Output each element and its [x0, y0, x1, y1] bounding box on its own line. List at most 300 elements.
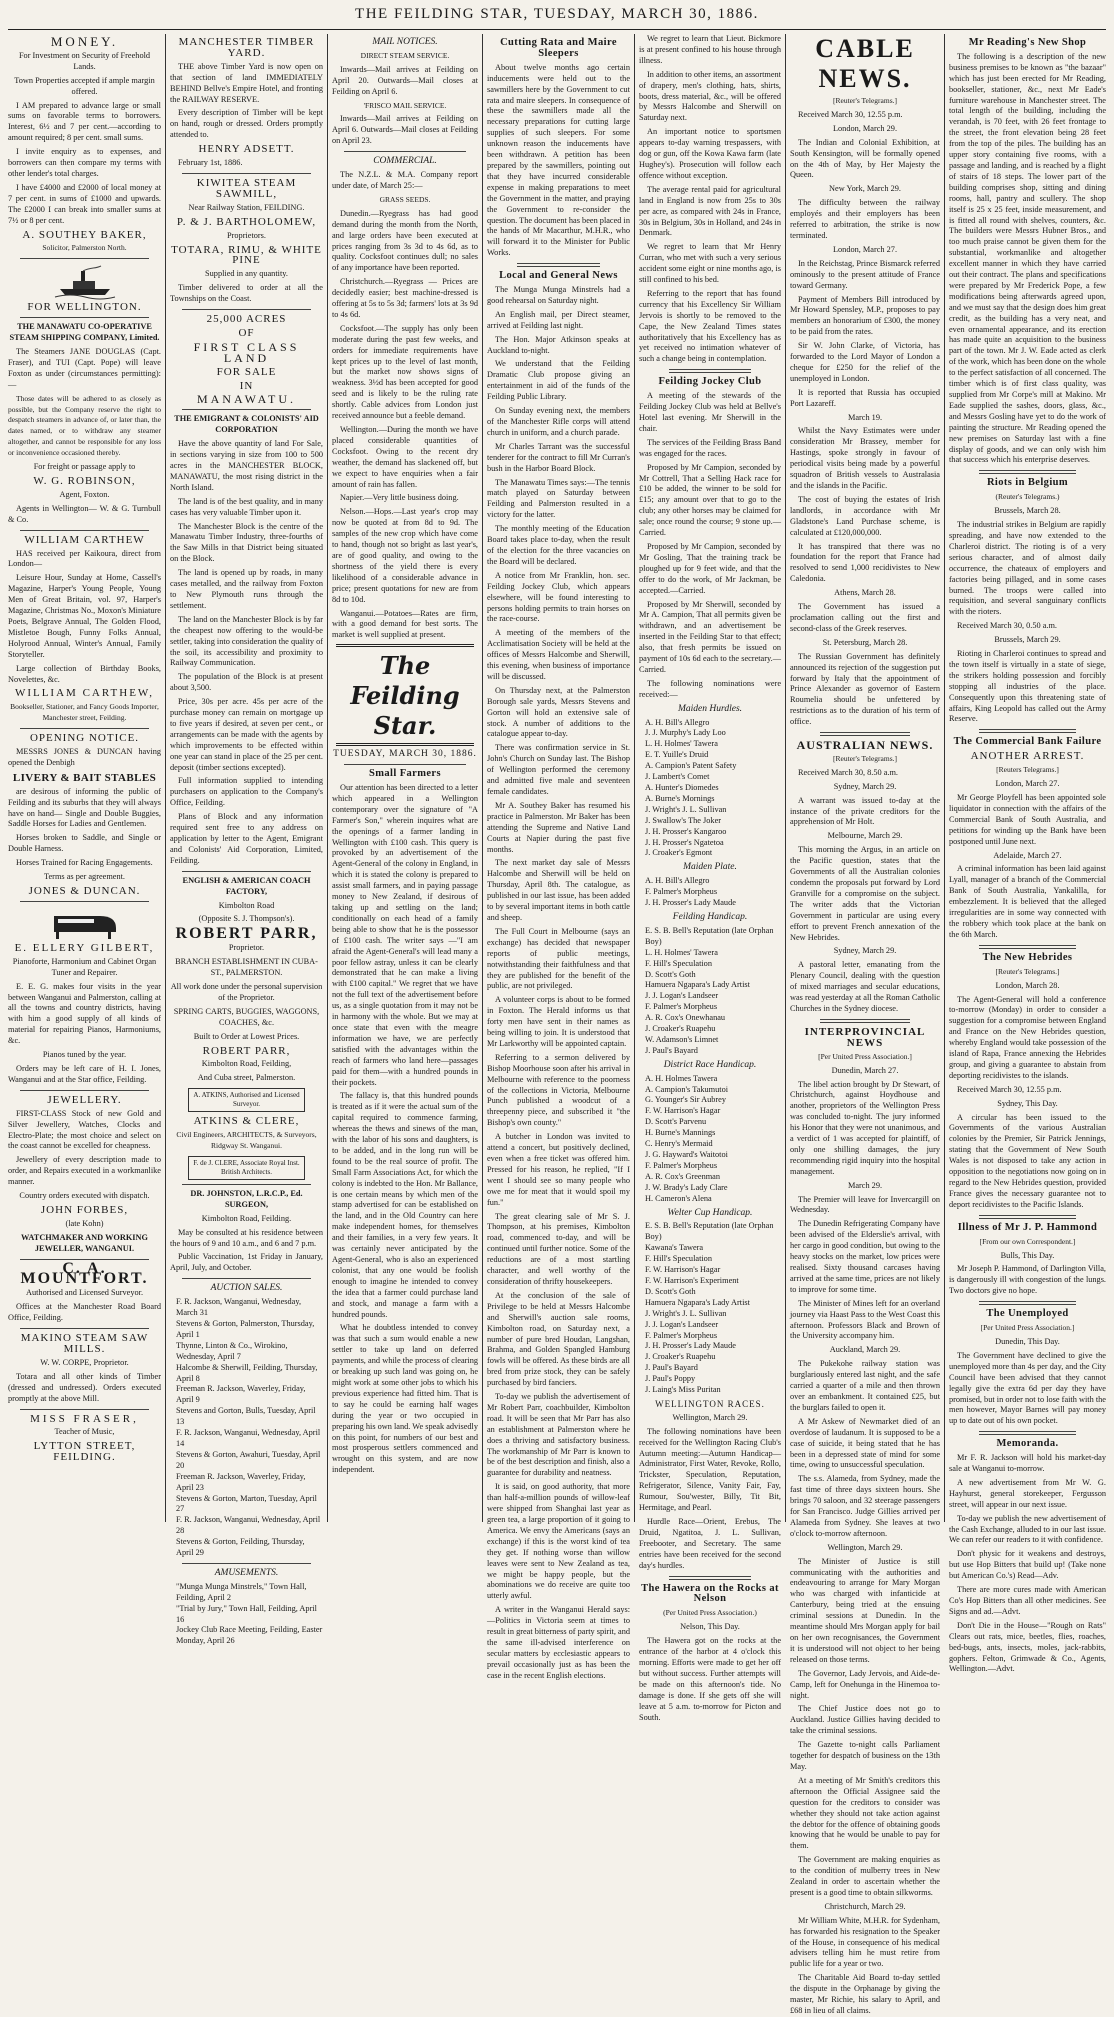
list-item: E. T. Yuille's Druid [645, 750, 709, 760]
memo-2: A new advertisement from Mr W. G. Hayhurst, general storekeeper, Fergusson street, will appear in our next issue. [949, 1477, 1106, 1509]
local-14: The next market day sale of Messrs Halcombe and Sherwill will be held on Thursday, April 8th. The catalogue, as published in our last issue, has been added to by several important items in both cattle and sheep. [487, 858, 630, 922]
list-item: A. H. Holmes Tawera [645, 1073, 718, 1083]
list-item: F. R. Jackson, Wanganui, Wednesday, March 31 [176, 1297, 302, 1318]
another-src: [Reuters Telegrams.] [996, 765, 1059, 775]
local-15: The Full Court in Melbourne (says an exchange) has decided that newspaper reports of public meetings, notwithstanding their faithfulness and that they are published for the benefit of the public, are not privileged. [487, 926, 630, 991]
inter-9: The Governor, Lady Jervois, and Aide-de-Camp, left for Onehunga in the Hinemoa to-night. [790, 1668, 940, 1700]
column-6 [790, 34, 940, 2015]
wellington-races-title: WELLINGTON RACES. [655, 1398, 765, 1409]
ny29: New York, March 29. [829, 184, 901, 194]
makino-title: MAKINO STEAM SAW MILLS. [20, 1332, 149, 1355]
list-item: G. Younger's Sir Aubrey [645, 1095, 727, 1105]
local-12: There was confirmation service in St. John's Church on Sunday last. The Bishop of Wellington performed the ceremony and admitted five male and seventeen female candidates. [487, 743, 630, 796]
list-item: Hamuera Ngapara's Lady Artist [645, 980, 750, 990]
divider [182, 309, 311, 310]
cable-1: The Indian and Colonial Exhibition, at South Kensington, will be formally opened on the 4th of May, by Her Majesty the Queen. [790, 137, 940, 180]
riots-1: The industrial strikes in Belgium are rapidly spreading, and have now extended to the Charleroi district. The rioting is of a very serious character, and of almost daily occurrence, the chateaux of employers and factories being pillaged, and in some cases burned. The troops were called into requisition, and several sanguinary conflicts with the rioters. [949, 520, 1106, 617]
masthead: THE FEILDING STAR, TUESDAY, MARCH 30, 1886. [355, 6, 759, 22]
livery-body2: Horses broken to Saddle, and Single or Double Harness. [8, 833, 161, 854]
aus-2: This morning the Argus, in an article on the Pacific question, states that the Governments of all the Australian colonies condemn the proposals put forward by Lord Granville for a compromise on the subject. The writer adds that the Victorian Government in particular are using every effort to prevent French annexation of the New Hebrides. [790, 845, 940, 942]
commercial-body6: Napier.—Very little business doing. [340, 493, 459, 503]
opening-title: OPENING NOTICE. [29, 732, 140, 745]
divider [20, 258, 149, 259]
list-item: J. Swallow's The Joker [645, 815, 722, 825]
divider [979, 1215, 1076, 1219]
carthew-more: Large collection of Birthday Books, Novelettes, &c. [8, 663, 161, 684]
list-item: F. Hill's Speculation [645, 1254, 712, 1264]
commercial-body: The N.Z.L. & M.A. Company report under date, of March 25:— [332, 170, 478, 190]
livery-sign: JONES & DUNCAN. [28, 885, 141, 897]
local-8: The monthly meeting of the Education Board takes place to-day, when the result of the election for the three vacancies on the Board will be declared. [487, 524, 630, 566]
athens28: Athens, March 28. [834, 588, 896, 598]
london27: London, March 27. [832, 244, 898, 254]
divider [669, 1576, 751, 1580]
acres-4: FOR SALE [216, 365, 277, 378]
list-item: Stevens & Gorton, Feilding, Thursday, April 29 [176, 1537, 305, 1558]
welter-cup-list [639, 1221, 781, 1396]
kiwitea-title: KIWITEA STEAM SAWMILL, [196, 176, 297, 200]
jockey-1: A meeting of the stewards of the Feilding Jockey Club was held at Bellve's Hotel last evening. Mr Sherwill in the chair. [639, 391, 781, 433]
list-item: J. Laing's Miss Puritan [645, 1385, 721, 1395]
emigrant-body2: The land is of the best quality, and in many cases has very valuable Timber upon it. [170, 496, 323, 517]
kiwitea-prop2: Proprietors. [227, 230, 266, 240]
manawatu-co: THE MANAWATU CO-OPERATIVE STEAM SHIPPING COMPANY, Limited. [9, 322, 160, 343]
column-3 [332, 34, 478, 1522]
steamship-icon [55, 263, 115, 299]
list-item: J. Wright's J. L. Sullivan [645, 1308, 727, 1318]
column-4 [487, 34, 630, 1680]
hebrides-src: [Reuter's Telegrams.] [995, 966, 1060, 976]
gilbert-tuned: Pianos tuned by the year. [42, 1050, 127, 1060]
local-11: On Thursday next, at the Palmerston Borough sale yards, Messrs Stevens and Gorton will hold an extensive sale of stock. A number of additions to the catalogue appear to-day. [487, 685, 630, 739]
list-item: J. Paul's Bayard [645, 1363, 698, 1373]
money-body2: I invite enquiry as to expenses, and borrowers can then compare my terms with other lender's total charges. [8, 147, 161, 178]
newspaper-logo: The Feilding Star. [350, 651, 460, 741]
district-title: District Race Handicap. [663, 1059, 757, 1070]
list-item: Halcombe & Sherwill, Feilding, Thursday, April 8 [176, 1362, 318, 1383]
cable-4: Payment of Members Bill introduced by Mr Howard Spensley, M.P., proposes to pay members an honorarium of £300, the money to be paid from the rates. [790, 294, 940, 337]
parr-title: ROBERT PARR, [175, 925, 318, 943]
london27b: London, March 27. [995, 779, 1060, 789]
divider [820, 1019, 910, 1023]
column-rule [785, 34, 786, 1522]
melb29: Melbourne, March 29. [827, 831, 903, 841]
divider [182, 871, 311, 872]
divider [20, 1328, 149, 1329]
kiwitea-sub: Near Railway Station, FEILDING. [188, 202, 305, 212]
divider [979, 470, 1076, 474]
carthew-sign2: Bookseller, Stationer, and Fancy Goods Importer, Manchester street, Feilding. [10, 702, 159, 723]
parr-work: All work done under the personal supervision of the Proprietor. [170, 981, 323, 1002]
inter-10: The Chief Justice does not go to Auckland. Justice Gillies having decided to take the criminal sessions. [790, 1704, 940, 1736]
riots-title: Riots in Belgium [986, 477, 1069, 489]
money-line: Town Properties accepted if ample margin offered. [14, 75, 155, 96]
divider [20, 728, 149, 729]
livery-body3: Horses Trained for Racing Engagements. [16, 858, 153, 868]
list-item: H. Burne's Mannings [645, 1128, 716, 1138]
logo-rule [336, 644, 474, 647]
list-item: J. W. Brady's Lady Clare [645, 1182, 728, 1192]
riots-recv: Received March 30, 0.50 a.m. [957, 621, 1057, 631]
dunedin27: Dunedin, March 27. [831, 1065, 899, 1075]
local-22: It is said, on good authority, that more than half-a-million pounds of willow-leaf were shipped from Shanghai last year as green tea, a large proportion of it going to America. We envy the Americans (says an exchange) if this is the worst kind of tea they get. If nothing worse than willow leaves were sent to New Zealand as tea, we might be happy people, but the abominations we do receive are quite too utterly awful. [487, 1482, 630, 1601]
list-item: Thynne, Linton & Co., Wirokino, Wednesday, April 7 [176, 1340, 288, 1361]
johnston-body: May be consulted at his residence between the hours of 9 and 10 a.m., and 6 and 7 p.m. [170, 1227, 323, 1248]
grass-seeds: GRASS SEEDS. [379, 194, 431, 204]
timber-body2: Every description of Timber will be kept on hand, rough or dressed. Orders promptly attended to. [170, 108, 323, 140]
inter-12: At a meeting of Mr Smith's creditors this afternoon the Official Assignee said the question for the creditors to consider was whether they should not take action against the debtor for the offence of obtaining goods knowing that he would be unable to pay for them. [790, 1775, 940, 1851]
local-9: A notice from Mr Franklin, hon. sec. Feilding Jockey Club, which appears elsewhere, will be found interesting to persons holding permits to train horses on the race-course. [487, 570, 630, 624]
gilbert-title: E. ELLERY GILBERT, [14, 941, 155, 954]
list-item: F. Palmer's Morpheus [645, 1160, 718, 1170]
wr-date: Wellington, March 29. [672, 1412, 748, 1422]
list-item: E. S. B. Bell's Reputation (late Orphan Boy) [645, 925, 774, 946]
divider [344, 151, 466, 152]
jockey-4: Proposed by Mr Campion, seconded by Mr Gosling, That the training track be ploughed up for 9 feet wide, and that the offer to do the work, of Mr Jackman, be accepted.—Carried. [639, 541, 781, 595]
arrest-2: A criminal information has been laid against Lyall, manager of a branch of the Commercial Bank of South Australia, Yankalilla, for embezzlement. It is believed that the alleged irregularities are in some way connected with the robbery which took place at the bank on the 6th March. [949, 864, 1106, 939]
column-7 [949, 34, 1106, 1674]
local-1: The Munga Munga Minstrels had a good rehearsal on Saturday night. [487, 285, 630, 305]
intro-1: We regret to learn that Lieut. Bickmore is at present confined to his house through illness. [639, 34, 781, 65]
cable-6: It is reported that Russia has occupied Port Lazareff. [790, 387, 940, 408]
jockey-6: The following nominations were received:— [639, 678, 781, 699]
local-5: On Sunday evening next, the members of the Manchester Rifle corps will attend church in uniform, and a church parade. [487, 406, 630, 437]
fraser-addr: LYTTON STREET, FEILDING. [33, 1440, 136, 1464]
maiden-plate-list [639, 876, 781, 909]
parr-sign3: And Cuba street, Palmerston. [197, 1073, 296, 1083]
money-title: MONEY. [50, 34, 119, 49]
amusements-list [170, 1582, 323, 1647]
local-7: The Manawatu Times says:—The tennis match played on Saturday between Feilding and Palmerston resulted in a victory for the latter. [487, 477, 630, 520]
inter-6: A Mr Askew of Newmarket died of an overdose of laudanum. It is supposed to be a case of suicide, it being stated that he has been in a depressed state of mind for some time, owing to unsuccessful speculation. [790, 1416, 940, 1470]
unemployed-1: The Government have declined to give the unemployed more than 4s per day, and the City Council have been advised that they cannot legally give the extra 6d per day they have promised, but in order not to lose faith with the men however, Mayor Barnes will pay money up to date out of his own pocket. [949, 1350, 1106, 1426]
list-item: Stevens and Gorton, Bulls, Tuesday, April 13 [176, 1406, 316, 1427]
memo-6: Don't Die in the House—"Rough on Rats" Clears out rats, mice, beetles, flies, roaches, bed-bugs, ants, insects, moles, jack-rabbits, gophers. Felton, Grimwade & Co., Agents, Wellington.—Advt. [949, 1620, 1106, 1674]
list-item: Stevens & Gorton, Marton, Tuesday, April 27 [176, 1493, 317, 1514]
sydney29b: Sydney, March 29. [833, 946, 897, 956]
emigrant-body: Have the above quantity of land For Sale, in sections varying in size from 100 to 500 acres in the MANCHESTER BLOCK, MANAWATU, the most rising district in the North Island. [170, 439, 323, 492]
cam-body: Offices at the Manchester Road Board Office, Feilding. [8, 1302, 161, 1323]
commercial-body8: Wanganui.—Potatoes—Rates are firm, with a good demand for best sorts. The market is well supplied at present. [332, 608, 478, 640]
column-rule [944, 34, 945, 1522]
cable-recv: Received March 30, 12.55 p.m. [798, 109, 903, 119]
well29: Wellington, March 29. [827, 1542, 903, 1552]
farmers-body2: The fallacy is, that this hundred pounds is treated as if it were the actual sum of the capital required to commence farming, whereas the thews and sinews of the man, with the labor of his sons and daughters, is to be added, and in the long run will be found to be the real source of profit. The Small Farm Associations Act, for which the colony is indebted to the Hon. Mr Ballance, is one certain means by which men of the stamp advertised for can be established on the land, and in the Old Country can here make independent homes, for themselves and their families, in a very few years. It was certainly never anticipated by the Agent-General, who is also an experienced colonist, that any one would be foolish enough to imagine he intended to convey the idea that a farmer could purchase land and stock, and manage a farm with a hundred pounds. [332, 1091, 478, 1319]
carthew-list: Leisure Hour, Sunday at Home, Cassell's Magazine, Harper's Young People, Young Men of Great Britain, vol. 97, Harper's Magazine, Christmas No., Moxon's Miniature Poets, Belgrave Annual, The Golden Flood, Mistletoe Bough, Funny Folks Annual, Holyrood Annual, Winter's Annual, Family Storyteller. [8, 573, 161, 659]
list-item: F. Hill's Speculation [645, 958, 712, 968]
cable-11: The Russian Government has definitely announced its rejection of the suggestion put forward by Italy that the appointment of Prince Alexander as governor of Eastern Roumelia should be unfettered by restrictions as to the duration of his term of office. [790, 651, 940, 727]
cable-7: Whilst the Navy Estimates were under consideration Mr Brassey, member for Hastings, spoke strongly in favour of periodical visits being made by a powerful squadron of British vessels to Australasia and the islands in the Pacific. [790, 426, 940, 490]
money-sub: For Investment on Security of Freehold Lands. [18, 50, 151, 71]
cable-src: [Reuter's Telegrams.] [833, 96, 897, 105]
totara-sub: Supplied in any quantity. [205, 269, 288, 279]
list-item: J. Croaker's Egmont [645, 848, 713, 858]
list-item: J. Croaker's Ruapehu [645, 1024, 716, 1034]
jewellery-sign2: (late Kohn) [65, 1218, 104, 1228]
list-item: J. J. Logan's Landseer [645, 1319, 719, 1329]
column-1 [8, 34, 161, 1522]
atkins-title: ATKINS & CLERE, [193, 1115, 300, 1128]
another-title: ANOTHER ARREST. [970, 750, 1085, 763]
hawera-src: (Per United Press Association.) [663, 1608, 757, 1618]
commercial-body7: Nelson.—Hops.—Last year's crop may now be quoted at from 8d to 9d. The samples of the new crop which have come to hand, though not so bright as last year's, are of good quality, and owing to the shortness of the yield there is every likelihood of a considerable advance in price; present quotations for new are from 8d to 10d. [332, 507, 478, 604]
inter-3: The Dunedin Refrigerating Company have been advised of the Elderslie's arrival, with her cargo in good condition, but owing to the heavy stocks on the market, low prices were realised. Sixty thousand carcases having arrived at the same time, prices are not likely to improve for some time. [790, 1219, 940, 1294]
carthew-title: WILLIAM CARTHEW [24, 533, 145, 546]
feilding-hcp-title: Feilding Handicap. [672, 911, 748, 922]
list-item: F. W. Harrison's Hagar [645, 1265, 721, 1275]
column-rule [327, 34, 328, 1522]
atkins-box: A. ATKINS, Authorised and Licensed Surveyor. [188, 1088, 305, 1112]
list-item: F. W. Harrison's Hagar [645, 1106, 721, 1116]
list-item: H. Cameron's Alena [645, 1193, 712, 1203]
divider [20, 1090, 149, 1091]
parr-sub: Proprietor. [228, 943, 265, 953]
list-item: J. G. Hayward's Waitotoi [645, 1150, 728, 1159]
list-item: A. Campion's Patent Safety [645, 761, 737, 771]
divider [517, 263, 600, 267]
divider [20, 530, 149, 531]
local-23: A writer in the Wanganui Herald says:—Politics in Victoria seem at times to result in great bitterness of party spirit, and the same ill-advised interference on secular matters by ecclesiastic appears to prevail occasionally just as has been the case in the recent English elections. [487, 1605, 630, 1680]
column-5 [639, 34, 781, 1722]
illness-1: Mr Joseph P. Hammond, of Darlington Villa, is dangerously ill with congestion of the lungs. Two doctors give no hope. [949, 1264, 1106, 1296]
list-item: A. H. Bill's Allegro [645, 717, 710, 727]
list-item: D. Scott's Goth [645, 1286, 696, 1296]
list-item: Stevens & Gorton, Awahuri, Tuesday, April 20 [176, 1449, 321, 1470]
emigrant-body7: Price, 30s per acre. 45s per acre of the purchase money can remain on mortgage up to five years if desired, at seven per cent., or arrangements can be made with the agents by which improvements to be effected within one year can stand in place of the 25 per cent. deposit (timber sections excepted). [170, 697, 323, 772]
steamers-body2: Those dates will be adhered to as closely as possible, but the Company reserve the right to despatch steamers in advance of, or later than, the dates named, or to withdraw any steamer altogether, and cannot be responsible for any loss or inconvenience occasioned thereby. [8, 393, 161, 458]
list-item: J. H. Prosser's Lady Maude [645, 898, 736, 908]
intro-6: Referring to the report that has found currency that his Excellency Sir William Jervois is shortly to be removed to the Cape, the New Zealand Times states authoritatively that his Excellency has as yet received no intimation whatever of such a change being in contemplation. [639, 288, 781, 364]
list-item: Kawana's Tawera [645, 1243, 704, 1253]
cable-8: The cost of buying the estates of Irish landlords, in accordance with Mr Gladstone's Land Purchase scheme, is calculated at £120,000,000. [790, 494, 940, 537]
gilbert-orders: Orders may be left care of H. I. Jones, Wanganui and at the Star office, Feilding. [8, 1063, 161, 1084]
list-item: F. W. Harrison's Experiment [645, 1275, 739, 1285]
emigrant-body3: The Manchester Block is the centre of the Manawatu Timber Industry, three-fourths of the Saw Mills in that District being situated on the Block. [170, 521, 323, 564]
maiden-hurdles-list [639, 718, 781, 860]
local-4: We understand that the Feilding Dramatic Club propose giving an entertainment in aid of the funds of the Feilding Public Library. [487, 359, 630, 402]
wr-body: The following nominations have been received for the Wellington Racing Club's Autumn meeting:—Autumn Handicap—Administrator, First Water, Revoke, Rollo, Trickster, Speculation, Reputation, Refrigerator, Silence, Vanity Fair, Fay, Rumour, Sou'wester, Billy, Tit Bit, Hermitage, and Pearl. [639, 1426, 781, 1513]
cable-9: It has transpired that there was no foundation for the report that France had resolved to send 1,000 recidivistes to New Caledonia. [790, 541, 940, 584]
inter-11: The Gazette to-night calls Parliament together for despatch of business on the 13th May. [790, 1740, 940, 1771]
local-3: The Hon. Major Atkinson speaks at Auckland to-night. [487, 334, 630, 355]
auction-list [170, 1297, 323, 1559]
riots-src: (Reuter's Telegrams.) [995, 492, 1060, 502]
divider [979, 729, 1076, 733]
carthew-sign: WILLIAM CARTHEW, [14, 687, 155, 700]
livery-body: are desirous of informing the public of Feilding and its suburbs that they will always have on hand— Single and Double Buggies, Saddle Horses for Ladies and Gentlemen. [8, 786, 161, 829]
list-item: J. Lambert's Comet [645, 772, 710, 782]
list-item: D. Scott's Parvenu [645, 1117, 707, 1127]
piano-icon [50, 906, 120, 940]
amuse-title: AMUSEMENTS. [214, 1567, 279, 1578]
inter-2: The Premier will leave for Invercargill on Wednesday. [790, 1194, 940, 1215]
commercial-body3: Christchurch.—Ryegrass — Prices are decidedly easier; best machine-dressed is offering at 5s to 5s 3d; farmers' lots at 3s 9d to 4s 6d. [332, 277, 478, 319]
march19: March 19. [847, 412, 883, 422]
column-rule [482, 34, 483, 1522]
illness-title: Illness of Mr J. P. Hammond [957, 1221, 1098, 1233]
column-rule [634, 34, 635, 1522]
makino-body: Totara and all other kinds of Timber (dressed and undressed). Orders executed promptly at the above Mill. [8, 1371, 161, 1403]
hebrides-1: The Agent-General will hold a conference to-morrow (Monday) in order to consider a suggestion for a compromise between England and France on the New Hebrides question, whereby England would take possession of the island of Rapa, France annexing the Hebrides group, and giving a guarantee to abstain from deporting recidivistes to the islands. [949, 994, 1106, 1080]
farmers-body3: What he doubtless intended to convey was that such a sum would enable a new settler to take up land on deferred payments, and while the process of clearing or breaking up such land was going on, he might work at some other jobs to which his previous experience had fitted him. That is to say he could be earning half wages during the year or two occupied in preparing his own land. We speak advisedly on this point, for numbers of our best and most prosperous settlers commenced and wrought on this system, and are now independent. [332, 1323, 478, 1475]
list-item: F. Palmer's Morpheus [645, 1002, 718, 1012]
divider [182, 1278, 311, 1279]
divider [820, 732, 910, 736]
divider [182, 1184, 311, 1185]
timber-sign: HENRY ADSETT. [198, 143, 295, 156]
divider [20, 317, 149, 318]
list-item: Freeman R. Jackson, Waverley, Friday, April 23 [176, 1471, 306, 1492]
emigrant-body8: Full information supplied to intending purchasers on application to the Company's Office, Feilding. [170, 776, 323, 808]
list-item: J. H. Prosser's Lady Maude [645, 1341, 736, 1351]
reading-body: The following is a description of the new business premises to be known as "the bazaar" which has just been erected for Mr Reading, bookseller, stationer, &c., next Mr Eade's furniture warehouse in Manchester street. The total length of the building, including the verandah, is 70 feet, with 26 feet frontage to the street, the front elevation being 28 feet from the top of the piles. The building has an upper story containing five rooms, with a passage and landing, and is reached by a flight of stairs of 18 steps. The lower part of the building comprises shop, sitting and dining rooms, hall, pantry and scullery. The shop itself is 25 x 25 feet, inside measurement, and is fitted all round with shelves, counters, &c. The builders were Messrs Hubner Bros., and too much praise cannot be given them for the substantial, workmanlike and altogether excellent manner in which they have carried out their contract. The plans and specifications were prepared by Mr Frederick Pope, a few modifications being afterwards agreed upon, and we must say that the design does him great credit, as the building has a very neat, and even ornamental appearance, and its erection has made quite an acquisition to the business part of the town. Mr J. W. Eade acted as clerk of the work, which has been done on the whole to the perfect satisfaction of all concerned. The timber which is of first class quality, was supplied from Mr Corpe's mill at Makino. Mr Eade supplied the sashes, doors, glass, &c., and Messrs Gosling have yet to do the work of painting the structure. Mr Reading opened the new premises on Saturday last with a fine display of goods, and we can only wish him that success which his enterprise deserves. [949, 51, 1106, 465]
emigrant-body9: Plans of Block and any information required sent free to any address on application by letter to the Agent, Emigrant and Colonists' Aid Corporation, Limited, Feilding. [170, 812, 323, 865]
masthead-rule [8, 29, 1106, 30]
brussels29: Brussels, March 29. [994, 635, 1061, 645]
list-item: Hamuera Ngapara's Lady Artist [645, 1297, 750, 1307]
mail-direct: DIRECT STEAM SERVICE. [360, 50, 450, 60]
cable-title: CABLE NEWS. [815, 34, 915, 93]
memo-3: To-day we publish the new advertisement of the Cash Exchange, alluded to in our last issue. We can refer our readers to it with confidence. [949, 1513, 1106, 1545]
intro-5: We regret to learn that Mr Henry Curran, who met with such a very serious accident some eight or nine months ago, is still confined to his bed. [639, 242, 781, 285]
intro-2: In addition to other items, an assortment of drapery, men's clothing, hats, shirts, boots, dress material, &c., will be offered by Messrs Halcombe and Sherwill on Saturday next. [639, 69, 781, 123]
emigrant-title: THE EMIGRANT & COLONISTS' AID CORPORATION [174, 414, 319, 435]
wellington-title: FOR WELLINGTON. [27, 301, 142, 314]
local-19: The great clearing sale of Mr S. J. Thompson, at his premises, Kimbolton road, commenced to-day, and will be continued until further notice. Some of the reductions are of a most startling character, and well worthy of the consideration of thrifty housekeepers. [487, 1211, 630, 1286]
unemployed-src: [Per United Press Association.] [980, 1323, 1075, 1333]
mail-frisco: 'FRISCO MAIL SERVICE. [363, 100, 447, 110]
list-item: Freeman R. Jackson, Waverley, Friday, April 9 [176, 1384, 306, 1405]
timber-date: February 1st, 1886. [178, 158, 243, 168]
cable-10: The Government has issued a proclamation calling out the first and second-class of the Greek reserves. [790, 602, 940, 633]
local-17: Referring to a sermon delivered by Bishop Moorhouse soon after his arrival in Melbourne with reference to the poorness of the collections in Victoria, Melbourne Punch published a woodcut of a threepenny piece, and subscribed it "the Bishop's own county." [487, 1052, 630, 1128]
list-item: J. Croaker's Ruapehu [645, 1352, 716, 1362]
auction-title: AUCTION SALES. [210, 1283, 283, 1294]
divider [669, 369, 751, 373]
sydney29: Sydney, March 29. [833, 781, 897, 791]
inter-1: The libel action brought by Dr Stewart, of Christchurch, against Hoydhouse and another, proprietors of the Wellington Press was concluded to-night. The jury informed his Honor that they were not unanimous, and a verdict of 1 was accepted for plaintiff, of only one shilling damages, the jury recommending rigid inquiry into the hospital management. [790, 1079, 940, 1176]
list-item: A. R. Cox's Onewhanau [645, 1013, 726, 1023]
dunedin-today: Dunedin, This Day. [995, 1336, 1060, 1346]
memo-1: Mr F. R. Jackson will hold his market-day sale at Wanganui to-morrow. [949, 1453, 1106, 1474]
mail-frisco-body: Inwards—Mail arrives at Feilding on April 6. Outwards—Mail closes at Feilding on April 23. [332, 114, 478, 146]
list-item: Stevens & Gorton, Palmerston, Thursday, April 1 [176, 1319, 315, 1339]
acres-5: IN [239, 379, 254, 392]
list-item: J. J. Logan's Landseer [645, 991, 719, 1001]
list-item: J. H. Prosser's Kangaroo [645, 826, 727, 836]
makino-sub: W. W. CORPE, Proprietor. [40, 1357, 129, 1367]
coach-road: Kimbolton Road [218, 900, 275, 910]
divider [979, 945, 1076, 949]
carthew-body: HAS received per Kaikoura, direct from London— [8, 548, 161, 569]
steamers-body: The Steamers JANE DOUGLAS (Capt. Fraser), and TUI (Capt. Pope) will leave Foxton as under (circumstances permitting):— [8, 347, 161, 389]
totara-body: Timber delivered to order at all the Townships on the Coast. [170, 283, 323, 304]
inter-15: The Charitable Aid Board to-day settled the dispute in the Orphanage by giving the master, Mr Richie, his salary to April, and £68 in lieu of all claims. [790, 1973, 940, 2015]
london28: London, March 28. [995, 980, 1060, 990]
wr-body2: Hurdle Race—Orient, Erebus, The Druid, Ngatitoa, J. L. Sullivan, Freebooter, and Secretary. The same entries have been received for the second day's hurdles. [639, 1517, 781, 1570]
cable-3: In the Reichstag, Prince Bismarck referred ominously to the present attitude of France toward Germany. [790, 258, 940, 290]
list-item: J. Paul's Poppy [645, 1374, 696, 1384]
district-race-list [639, 1074, 781, 1205]
johnston-title: DR. JOHNSTON, L.R.C.P., Ed. SURGEON, [190, 1188, 303, 1209]
johnston-vacc: Public Vaccination, 1st Friday in January, April, July, and October. [170, 1252, 323, 1273]
commercial-fail-title: The Commercial Bank Failure [953, 736, 1102, 748]
list-item: Jockey Club Race Meeting, Feilding, Easter Monday, April 26 [176, 1625, 323, 1646]
gilbert-sub: Pianoforte, Harmonium and Cabinet Organ Tuner and Repairer. [12, 956, 157, 977]
jewellery-body2: Jewellery of every description made to order, and Repairs executed in a workmanlike manner. [8, 1155, 161, 1187]
acres-2: OF [238, 326, 255, 339]
livery-title: LIVERY & BAIT STABLES [12, 771, 157, 784]
welter-title: Welter Cup Handicap. [667, 1207, 753, 1218]
jewellery-title: JEWELLERY. [47, 1093, 122, 1106]
list-item: F. R. Jackson, Wanganui, Wednesday, April 14 [176, 1428, 321, 1448]
local-20: At the conclusion of the sale of Privilege to be held at Messrs Halcombe and Sherwill's auction sale rooms, Kimbolton road, on Saturday next, a number of pure bred Houdan, Langshan, Brahma, and Golden Spangled Hamburg fowls will be offered. As these birds are all bred from prize stock, they can be safely purchased by bird fanciers. [487, 1290, 630, 1388]
atkins-sub: Civil Engineers, ARCHITECTS, & Surveyors, Ridgway St. Wanganui. [176, 1130, 317, 1151]
bulls: Bulls, This Day. [1000, 1250, 1055, 1260]
farmers-body: Our attention has been directed to a letter which appeared in a Wellington contemporary over the signature of "A Farmer's Son," wherein inquires what are the openings of a farmer landing in Wellington with £100 cash. This query is provoked by an advertisement of the Agent-General of the colony in England, in which it is stated the colony is prepared to assist small farmers, and in paying passage money to New Zealand, if desirous of taking up and settling on the land; conditionally on each head of a family being able to show that he is the possessor of £100 cash. The writer says —"I am afraid the Agent-General's will lead many a poor fellow astray, unless it can be clearly demonstrated that he can make a living with £100 capital." We regret that we have not the full text of the advertisement before us, as a single quotation from it may not be in harmony with the whole. But we may at once state that even with the meagre information we have, we are perfectly satisfied with the advantages within the reach of farmers who land here—passages paid for them—with a hundred pounds in their pockets. [332, 783, 478, 1087]
memo-title: Memoranda. [996, 1438, 1059, 1450]
dateline: TUESDAY, MARCH 30, 1886. [333, 749, 477, 760]
list-item: J. H. Prosser's Ngatetoa [645, 837, 724, 847]
list-item: L. H. Holmes' Tawera [645, 947, 718, 957]
fraser-sub: Teacher of Music, [54, 1427, 115, 1437]
inter-title: INTERPROVINCIAL NEWS [804, 1025, 926, 1049]
inter-src: [Per United Press Association.] [818, 1051, 912, 1061]
list-item: "Munga Munga Minstrels," Town Hall, Feilding, April 2 [176, 1581, 307, 1602]
intro-3: An important notice to sportsmen appears to-day warning trespassers, with dog or gun, off the Kowa Kawa farm (late Hughey's). Prosecution will follow each offence without exception. [639, 127, 781, 180]
timber-title: MANCHESTER TIMBER YARD. [178, 36, 315, 59]
list-item: W. Adamson's Limnet [645, 1034, 719, 1044]
list-item: A. R. Cox's Greenman [645, 1171, 721, 1181]
memo-5: There are more cures made with American Co's Hop Bitters than all other medicines. See Signs and ad.—Advt. [949, 1585, 1106, 1616]
acres-1: 25,000 ACRES [206, 313, 287, 326]
maiden-hurdles-title: Maiden Hurdles. [677, 703, 743, 714]
local-21: To-day we publish the advertisement of Mr Robert Parr, coachbuilder, Kimbolton road. It will be seen that Mr Parr has also an establishment at Palmerston where he does a thriving and satisfactory business. The workmanship of Mr Parr is known to be of the best description and finish, also a guarantee for durability and neatness. [487, 1392, 630, 1478]
list-item: J. Paul's Bayard [645, 1045, 698, 1055]
money-body: I AM prepared to advance large or small sums on favorable terms to borrowers. Interest, 6½ and 7 per cent.—according to amount required; 8 per cent. small sums. [8, 100, 161, 143]
acres-6: MANAWATU. [196, 392, 297, 407]
freight: For freight or passage apply to [33, 462, 136, 472]
list-item: F. Palmer's Morpheus [645, 887, 718, 897]
parr-branch: BRANCH ESTABLISHMENT IN CUBA-ST., PALMERSTON. [175, 957, 318, 978]
hawera-date: Nelson, This Day. [680, 1622, 740, 1632]
local-10: A meeting of the members of the Acclimatisation Society will be held at the offices of Messrs Halcombe and Sherwill, this evening, when business of importance will be discussed. [487, 628, 630, 681]
aus-3: A pastoral letter, emanating from the Plenary Council, dealing with the question of mixed marriages and secular educations, was read yesterday at all the Roman Catholic Churches in the Sydney diocese. [790, 960, 940, 1013]
list-item: A. Hunter's Diomedes [645, 783, 719, 792]
cutting-title: Cutting Rata and Maire Sleepers [500, 37, 617, 59]
timber-body: THE above Timber Yard is now open on that section of land IMMEDIATELY BEHIND Bellve's Empire Hotel, and fronting the RAILWAY RESERVE. [170, 61, 323, 104]
parr-sign: ROBERT PARR, [202, 1044, 291, 1057]
cam-title: C. A. MOUNTFORT. [20, 1259, 149, 1288]
column-2 [170, 34, 323, 1646]
auck29: Auckland, March 29. [829, 1345, 901, 1355]
stpete28: St. Petersburg, March 28. [822, 637, 908, 647]
jewellery-sign3: WATCHMAKER AND WORKING JEWELLER, WANGANUI. [21, 1232, 148, 1253]
parr-carts: SPRING CARTS, BUGGIES, WAGGONS, COACHES, &c. [173, 1006, 320, 1027]
mail-direct-body: Inwards—Mail arrives at Feilding on April 20. Outwards—Mail closes at Feilding on April 6. [332, 64, 478, 96]
list-item: F. Palmer's Morpheus [645, 1330, 718, 1340]
divider [182, 173, 311, 174]
coach-opp: (Opposite S. J. Thompson's). [198, 914, 295, 924]
london29: London, March 29. [832, 123, 898, 133]
jewellery-sign: JOHN FORBES, [40, 1203, 129, 1216]
illness-src: [From our own Correspondent.] [979, 1236, 1076, 1246]
divider [979, 1301, 1076, 1305]
hebrides-recv: Received March 30, 12.55 p.m. [957, 1084, 1062, 1094]
divider [20, 901, 149, 902]
hebrides-title: The New Hebrides [982, 951, 1073, 963]
gilbert-body: E. E. G. makes four visits in the year between Wanganui and Palmerston, calling at all the towns and country districts, having with him a good supply of all kinds of material for repairing Pianos, Harmoniums, &c. [8, 981, 161, 1046]
